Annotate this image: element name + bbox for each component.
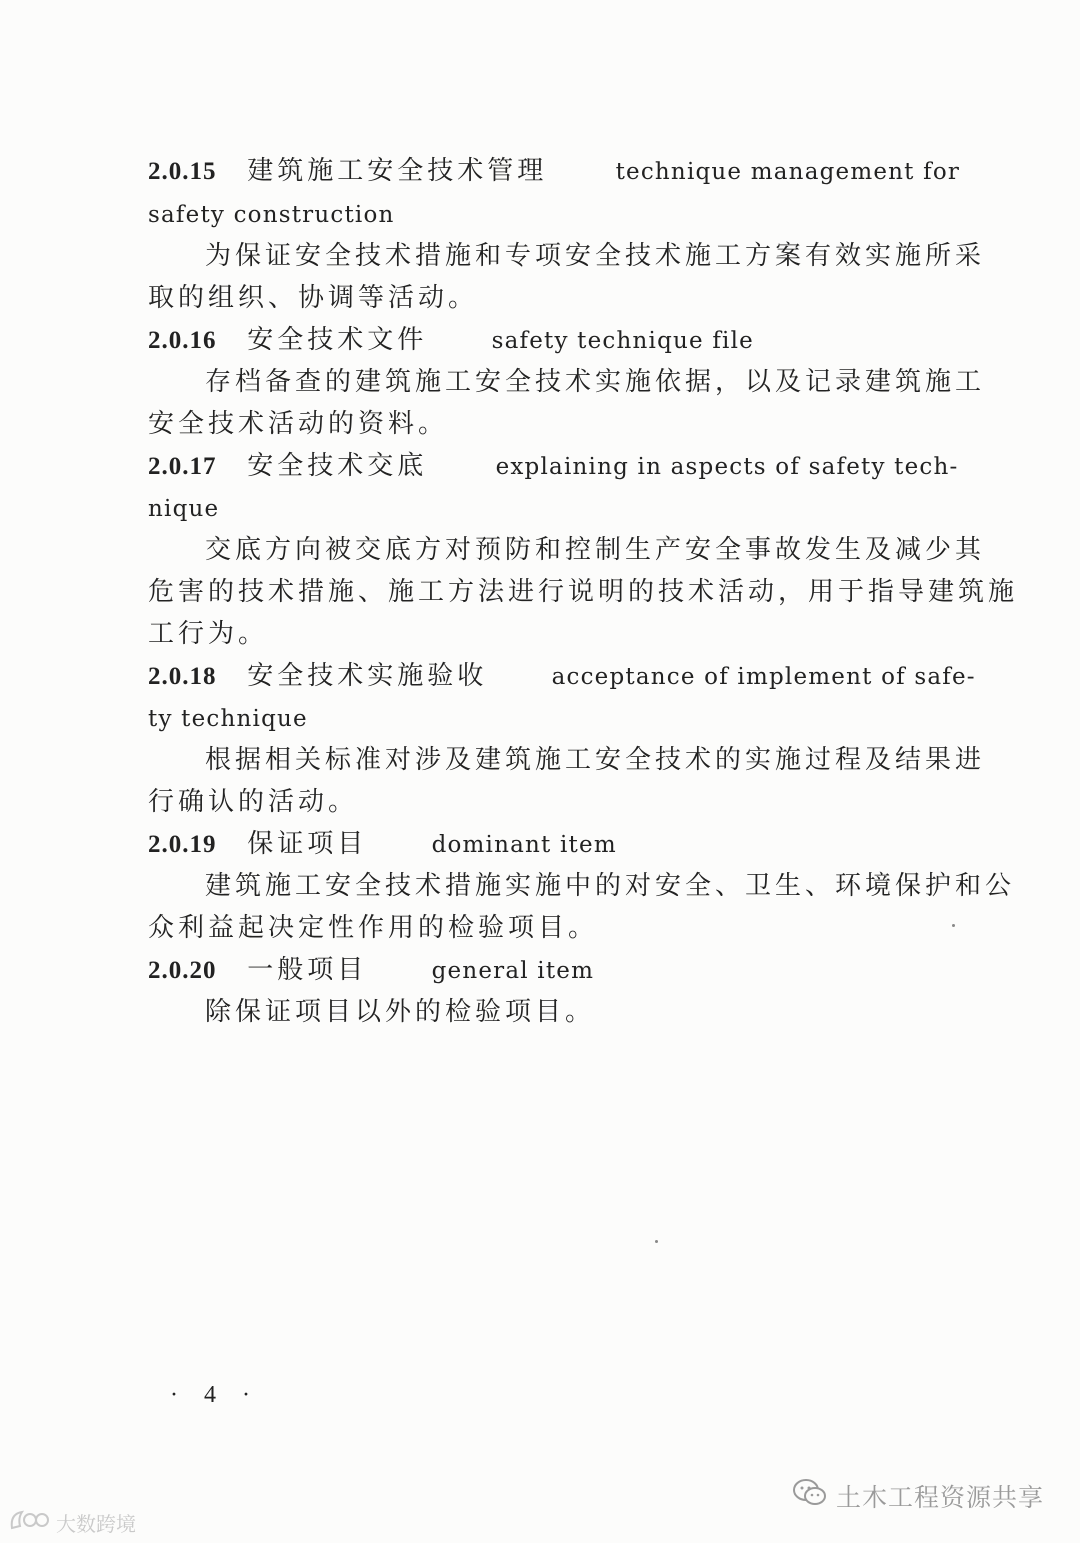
- term-english: general item: [431, 958, 595, 984]
- page-number: · 4 ·: [170, 1382, 260, 1408]
- term-english: technique management for: [615, 159, 961, 185]
- watermark-right-text: 土木工程资源共享: [835, 1483, 1044, 1512]
- term-english-continuation: [148, 701, 308, 736]
- term-english-line2: ty technique: [148, 706, 308, 732]
- term-chinese: 建筑施工安全技术管理: [247, 156, 548, 186]
- term-english-line2: nique: [148, 496, 220, 522]
- term-english-continuation: [148, 197, 395, 232]
- term-heading-2-0-17: [148, 449, 958, 484]
- term-english: explaining in aspects of safety tech-: [495, 454, 959, 480]
- definition-line: 行确认的活动。: [148, 787, 359, 817]
- scan-speck: [655, 1240, 658, 1243]
- term-heading-2-0-18: [148, 659, 976, 694]
- term-chinese: 安全技术文件: [247, 325, 428, 355]
- definition-line: 除保证项目以外的检验项目。: [205, 997, 596, 1027]
- clause-number: 2.0.16: [148, 327, 217, 354]
- definition-line: 根据相关标准对涉及建筑施工安全技术的实施过程及结果进: [205, 745, 986, 775]
- definition-line: 安全技术活动的资料。: [148, 409, 449, 439]
- definition-line: 危害的技术措施、施工方法进行说明的技术活动，用于指导建筑施: [148, 577, 1019, 607]
- clause-number: 2.0.17: [148, 453, 217, 480]
- clause-number: 2.0.20: [148, 957, 217, 984]
- definition-line: 存档备查的建筑施工安全技术实施依据，以及记录建筑施工: [205, 367, 986, 397]
- clause-number: 2.0.19: [148, 831, 217, 858]
- term-chinese: 安全技术交底: [247, 451, 428, 481]
- watermark-left-text: 大数跨境: [56, 1512, 136, 1536]
- definition-line: 取的组织、协调等活动。: [148, 283, 479, 313]
- clause-number: 2.0.18: [148, 663, 217, 690]
- term-heading-2-0-20: [148, 953, 594, 988]
- clause-number: 2.0.15: [148, 158, 217, 185]
- term-heading-2-0-15: [148, 154, 960, 189]
- term-english: acceptance of implement of safe-: [551, 664, 976, 690]
- definition-line: 工行为。: [148, 619, 269, 649]
- term-chinese: 安全技术实施验收: [247, 661, 488, 691]
- term-english-line2: safety construction: [148, 202, 395, 228]
- scan-speck: [952, 924, 955, 927]
- definition-line: 交底方向被交底方对预防和控制生产安全事故发生及减少其: [205, 535, 986, 565]
- term-heading-2-0-19: [148, 827, 617, 862]
- brand-logo-icon: [8, 1508, 52, 1537]
- watermark-right: [792, 1478, 1044, 1514]
- term-english-continuation: [148, 491, 219, 526]
- term-english: safety technique file: [491, 328, 754, 354]
- term-chinese: 一般项目: [247, 955, 368, 985]
- definition-line: 为保证安全技术措施和专项安全技术施工方案有效实施所采: [205, 241, 986, 271]
- wechat-icon: [792, 1478, 828, 1514]
- definition-line: 众利益起决定性作用的检验项目。: [148, 913, 599, 943]
- watermark-left: [8, 1508, 136, 1537]
- term-heading-2-0-16: [148, 323, 754, 358]
- definition-line: 建筑施工安全技术措施实施中的对安全、卫生、环境保护和公: [205, 871, 1016, 901]
- term-english: dominant item: [431, 832, 617, 858]
- term-chinese: 保证项目: [247, 829, 368, 859]
